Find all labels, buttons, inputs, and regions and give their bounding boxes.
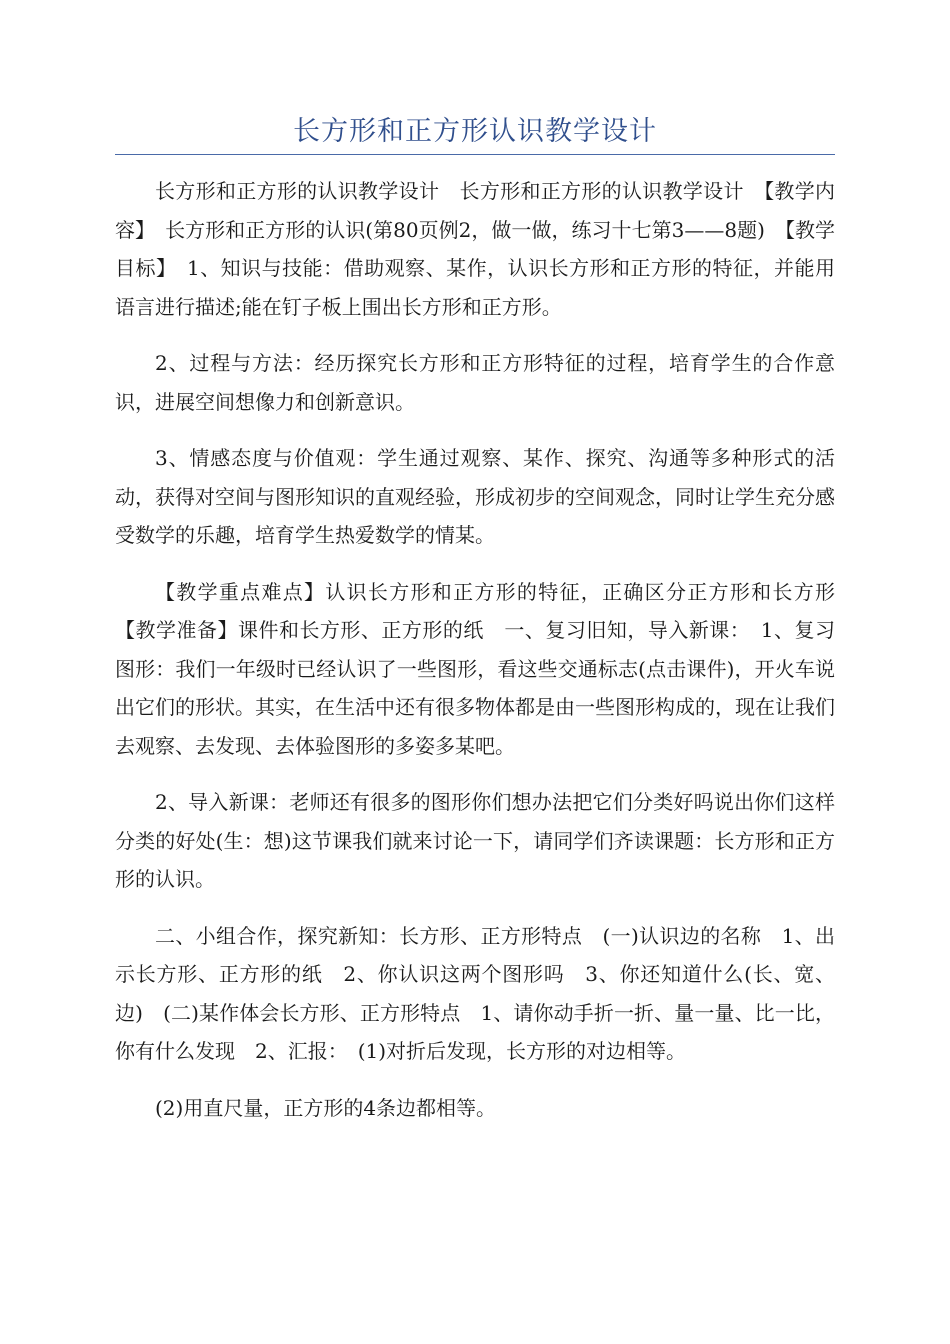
paragraph-key-points: 【教学重点难点】认识长方形和正方形的特征，正确区分正方形和长方形 【教学准备】课件和长方形、正方形的纸 一、复习旧知，导入新课： 1、复习图形：我们一年级时已经认识了一些图形，看这些交通标志(点击课件)，开火车说出它们的形状。其实，在生活中还有很多物体都是由一些图形构成的，现在让我们去观察、去发现、去体验图形的多姿多某吧。 <box>115 579 855 758</box>
title-underline <box>115 154 835 155</box>
paragraph-process-method: 2、过程与方法：经历探究长方形和正方形特征的过程，培育学生的合作意识，进展空间想像力和创新意识。 <box>115 351 835 414</box>
paragraph-new-lesson: 2、导入新课：老师还有很多的图形你们想办法把它们分类好吗说出你们这样分类的好处(生：想)这节课我们就来讨论一下，请同学们齐读课题：长方形和正方形的认识。 <box>115 790 835 891</box>
paragraph-ruler-measure: (2)用直尺量，正方形的4条边都相等。 <box>155 1095 497 1120</box>
document-title: 长方形和正方形认识教学设计 <box>293 116 657 147</box>
paragraph-group-work: 二、小组合作，探究新知：长方形、正方形特点 (一)认识边的名称 1、出示长方形、正方形的纸 2、你认识这两个图形吗 3、你还知道什么(长、宽、边) (二)某作体会长方形、正方形特点 1、请你动手折一折、量一量、比一比，你有什么发现 2、汇报： (1)对折后发现，长方形的对边相等。 <box>115 923 835 1063</box>
document-body <box>115 172 855 1145</box>
paragraph-attitude-values: 3、情感态度与价值观：学生通过观察、某作、探究、沟通等多种形式的活动，获得对空间与图形知识的直观经验，形成初步的空间观念，同时让学生充分感受数学的乐趣，培育学生热爱数学的情某。 <box>115 446 835 547</box>
paragraph-intro: 长方形和正方形的认识教学设计 长方形和正方形的认识教学设计 【教学内容】 长方形和正方形的认识(第80页例2，做一做，练习十七第3——8题) 【教学目标】 1、知识与技能：借助观察、某作，认识长方形和正方形的特征，并能用语言进行描述;能在钉子板上围出长方形和正方形。 <box>115 179 835 319</box>
